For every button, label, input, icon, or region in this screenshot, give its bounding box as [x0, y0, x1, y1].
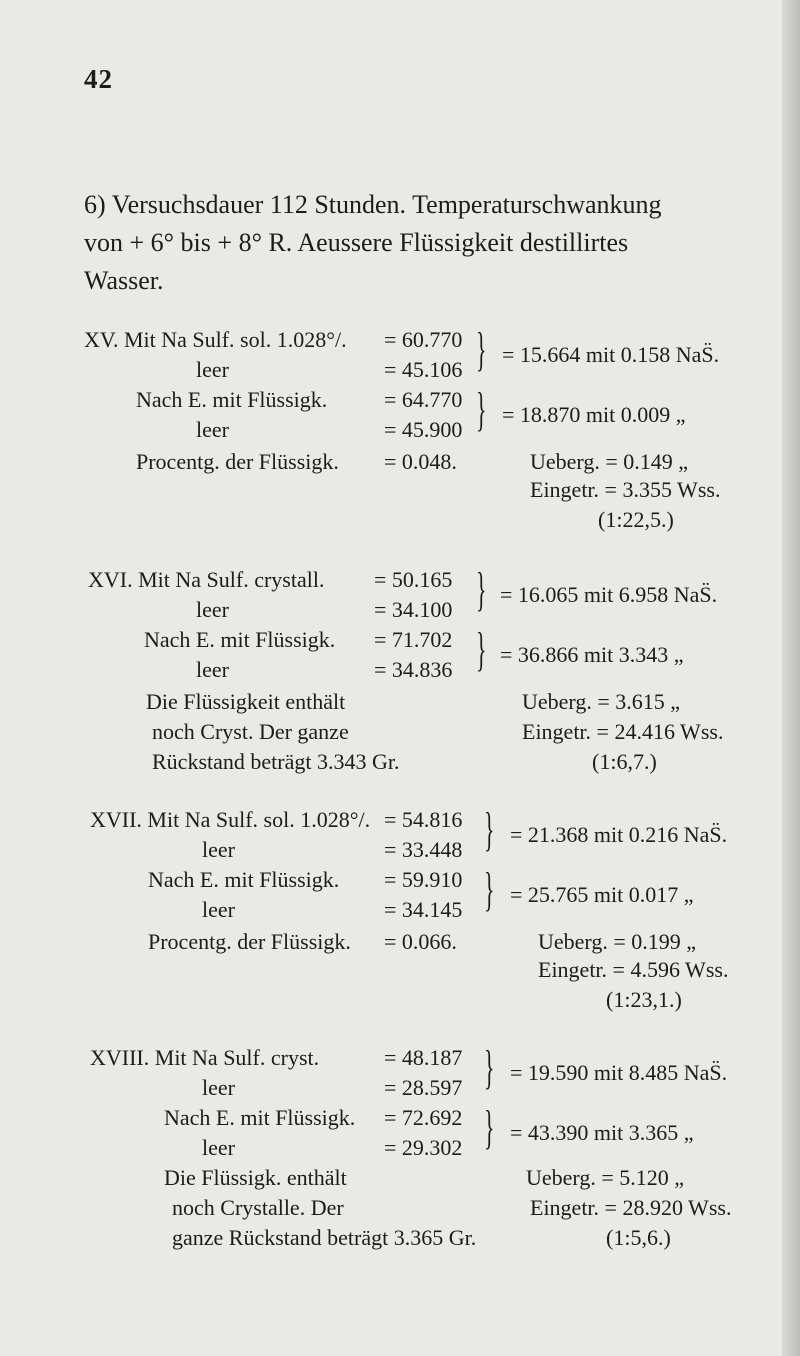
xviii-line-c: Nach E. mit Flüssigk.: [164, 1105, 356, 1130]
xviii-result-2: = 43.390 mit 3.365 „: [510, 1120, 694, 1145]
xv-value-c: = 64.770: [384, 387, 463, 412]
xvii-line-d: leer: [202, 897, 235, 922]
xv-result-2: = 18.870 mit 0.009 „: [502, 402, 686, 427]
xviii-note-3: ganze Rückstand beträgt 3.365 Gr.: [172, 1225, 477, 1250]
xvi-line-b: leer: [196, 597, 229, 622]
xviii-line-a: XVIII. Mit Na Sulf. cryst.: [90, 1045, 320, 1070]
page-number: 42: [84, 64, 113, 94]
xv-value-a: = 60.770: [384, 327, 463, 352]
xvii-ueberg: Ueberg. = 0.199 „: [538, 929, 697, 954]
xviii-ueberg: Ueberg. = 5.120 „: [526, 1165, 685, 1190]
xv-value-b: = 45.106: [384, 357, 463, 382]
xvii-result-1: = 21.368 mit 0.216 NaS̈.: [510, 822, 728, 847]
xvi-value-b: = 34.100: [374, 597, 453, 622]
xvi-ratio: (1:6,7.): [592, 749, 657, 774]
xv-line-c: Nach E. mit Flüssigk.: [136, 387, 328, 412]
intro-line-1: 6) Versuchsdauer 112 Stunden. Temperaturschwankung: [84, 190, 662, 219]
xviii-note-1: Die Flüssigk. enthält: [164, 1165, 347, 1190]
xvi-eingetr: Eingetr. = 24.416 Wss.: [522, 719, 724, 744]
xvi-value-c: = 71.702: [374, 627, 453, 652]
xvi-value-d: = 34.836: [374, 657, 453, 682]
xviii-line-d: leer: [202, 1135, 235, 1160]
xviii-ratio: (1:5,6.): [606, 1225, 671, 1250]
xvi-line-c: Nach E. mit Flüssigk.: [144, 627, 336, 652]
page-edge: [782, 0, 800, 1356]
brace: }: [484, 863, 495, 916]
xvi-note-1: Die Flüssigkeit enthält: [146, 689, 346, 714]
xvii-value-e: = 0.066.: [384, 929, 457, 954]
xvi-note-2: noch Cryst. Der ganze: [152, 719, 349, 744]
xv-ueberg: Ueberg. = 0.149 „: [530, 449, 689, 474]
xviii-line-b: leer: [202, 1075, 235, 1100]
xvii-eingetr: Eingetr. = 4.596 Wss.: [538, 957, 729, 982]
xviii-result-1: = 19.590 mit 8.485 NaS̈.: [510, 1060, 728, 1085]
xvi-line-d: leer: [196, 657, 229, 682]
xvii-value-d: = 34.145: [384, 897, 463, 922]
xviii-value-b: = 28.597: [384, 1075, 463, 1100]
xvii-line-a: XVII. Mit Na Sulf. sol. 1.028°/.: [90, 807, 371, 832]
brace: }: [484, 803, 495, 856]
xvii-value-b: = 33.448: [384, 837, 463, 862]
xviii-value-d: = 29.302: [384, 1135, 463, 1160]
xv-eingetr: Eingetr. = 3.355 Wss.: [530, 477, 721, 502]
xviii-note-2: noch Crystalle. Der: [172, 1195, 344, 1220]
xv-ratio: (1:22,5.): [598, 507, 674, 532]
intro-line-3: Wasser.: [84, 266, 164, 295]
xvii-line-e: Procentg. der Flüssigk.: [148, 929, 351, 954]
xv-line-b: leer: [196, 357, 229, 382]
xvii-ratio: (1:23,1.): [606, 987, 682, 1012]
xvi-result-2: = 36.866 mit 3.343 „: [500, 642, 684, 667]
intro-line-2: von + 6° bis + 8° R. Aeussere Flüssigkeit destillirtes: [84, 228, 629, 257]
xviii-value-a: = 48.187: [384, 1045, 463, 1070]
xvii-value-c: = 59.910: [384, 867, 463, 892]
xvi-line-a: XVI. Mit Na Sulf. crystall.: [88, 567, 325, 592]
xvii-line-c: Nach E. mit Flüssigk.: [148, 867, 340, 892]
xvii-value-a: = 54.816: [384, 807, 463, 832]
xv-result-1: = 15.664 mit 0.158 NaS̈.: [502, 342, 720, 367]
xvi-result-1: = 16.065 mit 6.958 NaS̈.: [500, 582, 718, 607]
xv-value-e: = 0.048.: [384, 449, 457, 474]
xviii-value-c: = 72.692: [384, 1105, 463, 1130]
xvi-ueberg: Ueberg. = 3.615 „: [522, 689, 681, 714]
xvii-result-2: = 25.765 mit 0.017 „: [510, 882, 694, 907]
brace: }: [476, 563, 487, 616]
xv-line-d: leer: [196, 417, 229, 442]
xv-line-a: XV. Mit Na Sulf. sol. 1.028°/.: [84, 327, 347, 352]
xvi-value-a: = 50.165: [374, 567, 453, 592]
brace: }: [476, 383, 487, 436]
brace: }: [476, 323, 487, 376]
brace: }: [484, 1101, 495, 1154]
brace: }: [484, 1041, 495, 1094]
xv-line-e: Procentg. der Flüssigk.: [136, 449, 339, 474]
xviii-eingetr: Eingetr. = 28.920 Wss.: [530, 1195, 732, 1220]
xvi-note-3: Rückstand beträgt 3.343 Gr.: [152, 749, 400, 774]
xvii-line-b: leer: [202, 837, 235, 862]
section-intro: [84, 186, 760, 300]
xv-value-d: = 45.900: [384, 417, 463, 442]
brace: }: [476, 623, 487, 676]
